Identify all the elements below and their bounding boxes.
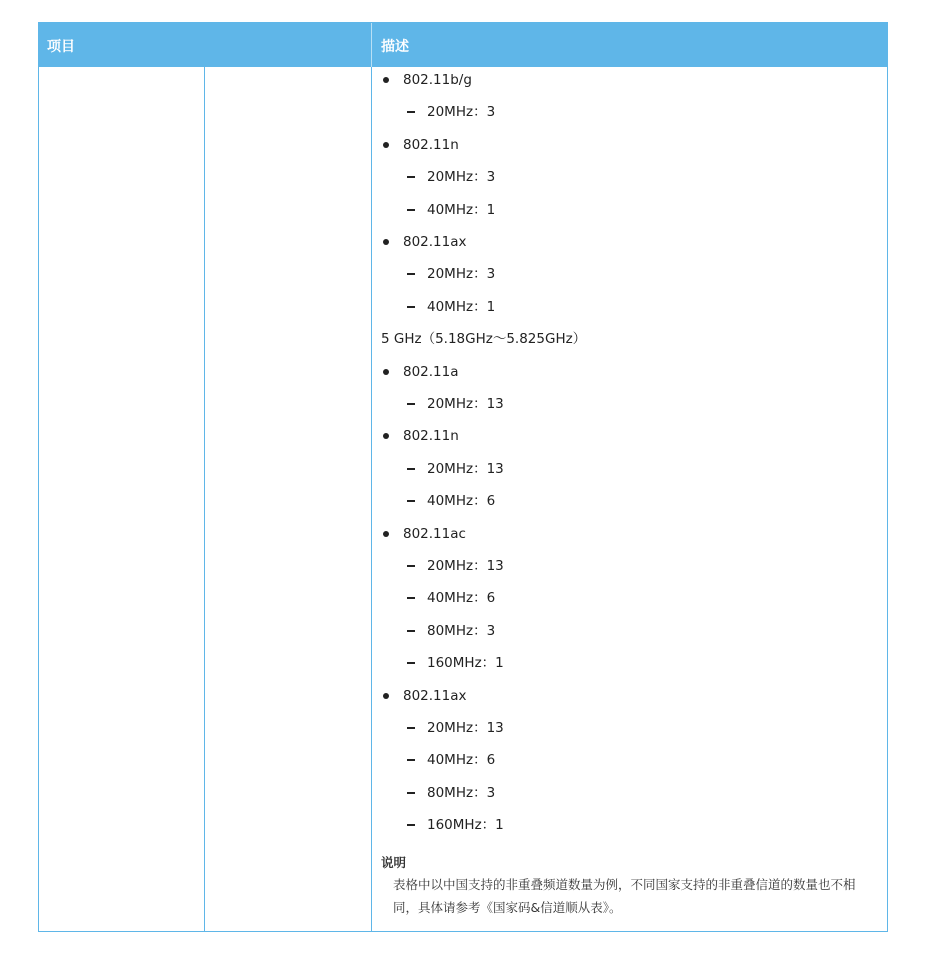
column-divider-1 [204, 67, 205, 931]
dash-icon [407, 306, 415, 308]
channel-count: 160MHz：1 [427, 817, 504, 834]
dash-icon [407, 111, 415, 113]
standard-label: 802.11a [403, 363, 459, 380]
channel-count: 40MHz：1 [427, 298, 496, 315]
bullet-icon [383, 142, 389, 148]
dash-icon [407, 176, 415, 178]
dash-icon [407, 565, 415, 567]
channel-count: 20MHz：3 [427, 104, 496, 121]
bullet-icon [383, 433, 389, 439]
standard-label: 802.11ac [403, 525, 466, 542]
dash-icon [407, 403, 415, 405]
dash-icon [407, 759, 415, 761]
channel-count: 20MHz：3 [427, 266, 496, 283]
dash-icon [407, 468, 415, 470]
channel-count: 20MHz：13 [427, 720, 504, 736]
header-description: 描述 [381, 39, 409, 55]
standard-label: 802.11n [403, 136, 459, 153]
bullet-icon [383, 239, 389, 245]
dash-icon [407, 597, 415, 599]
channel-count: 160MHz：1 [427, 655, 504, 672]
standard-label: 802.11b/g [403, 72, 472, 88]
bullet-icon [383, 77, 389, 83]
standard-label: 802.11ax [403, 234, 467, 250]
dash-icon [407, 727, 415, 729]
channel-count: 20MHz：3 [427, 169, 496, 186]
standard-label: 802.11n [403, 428, 459, 445]
spec-table [38, 22, 888, 932]
dash-icon [407, 662, 415, 664]
dash-icon [407, 824, 415, 826]
channel-count: 40MHz：6 [427, 493, 496, 510]
note-body: 表格中以中国支持的非重叠频道数量为例，不同国家支持的非重叠信道的数量也不相同，具体请参考《国家码&信道顺从表》。 [393, 876, 856, 915]
bullet-icon [383, 531, 389, 537]
standard-label: 802.11ax [403, 687, 467, 704]
dash-icon [407, 209, 415, 211]
channel-count: 20MHz：13 [427, 460, 504, 477]
note-title: 说明 [381, 854, 407, 870]
header-divider [371, 23, 372, 67]
bullet-icon [383, 693, 389, 699]
channel-count: 40MHz：1 [427, 201, 496, 218]
channel-count: 80MHz：3 [427, 622, 496, 639]
header-item: 项目 [47, 39, 75, 55]
channel-count: 40MHz：6 [427, 590, 496, 607]
channel-count: 20MHz：13 [427, 558, 504, 574]
column-divider-2 [371, 67, 372, 931]
channel-count: 40MHz：6 [427, 752, 496, 769]
dash-icon [407, 630, 415, 632]
band-heading: 5 GHz（5.18GHz～5.825GHz） [381, 331, 587, 348]
dash-icon [407, 792, 415, 794]
dash-icon [407, 273, 415, 275]
table-header [39, 23, 887, 67]
channel-count: 80MHz：3 [427, 784, 496, 801]
channel-count: 20MHz：13 [427, 396, 504, 412]
dash-icon [407, 500, 415, 502]
bullet-icon [383, 369, 389, 375]
